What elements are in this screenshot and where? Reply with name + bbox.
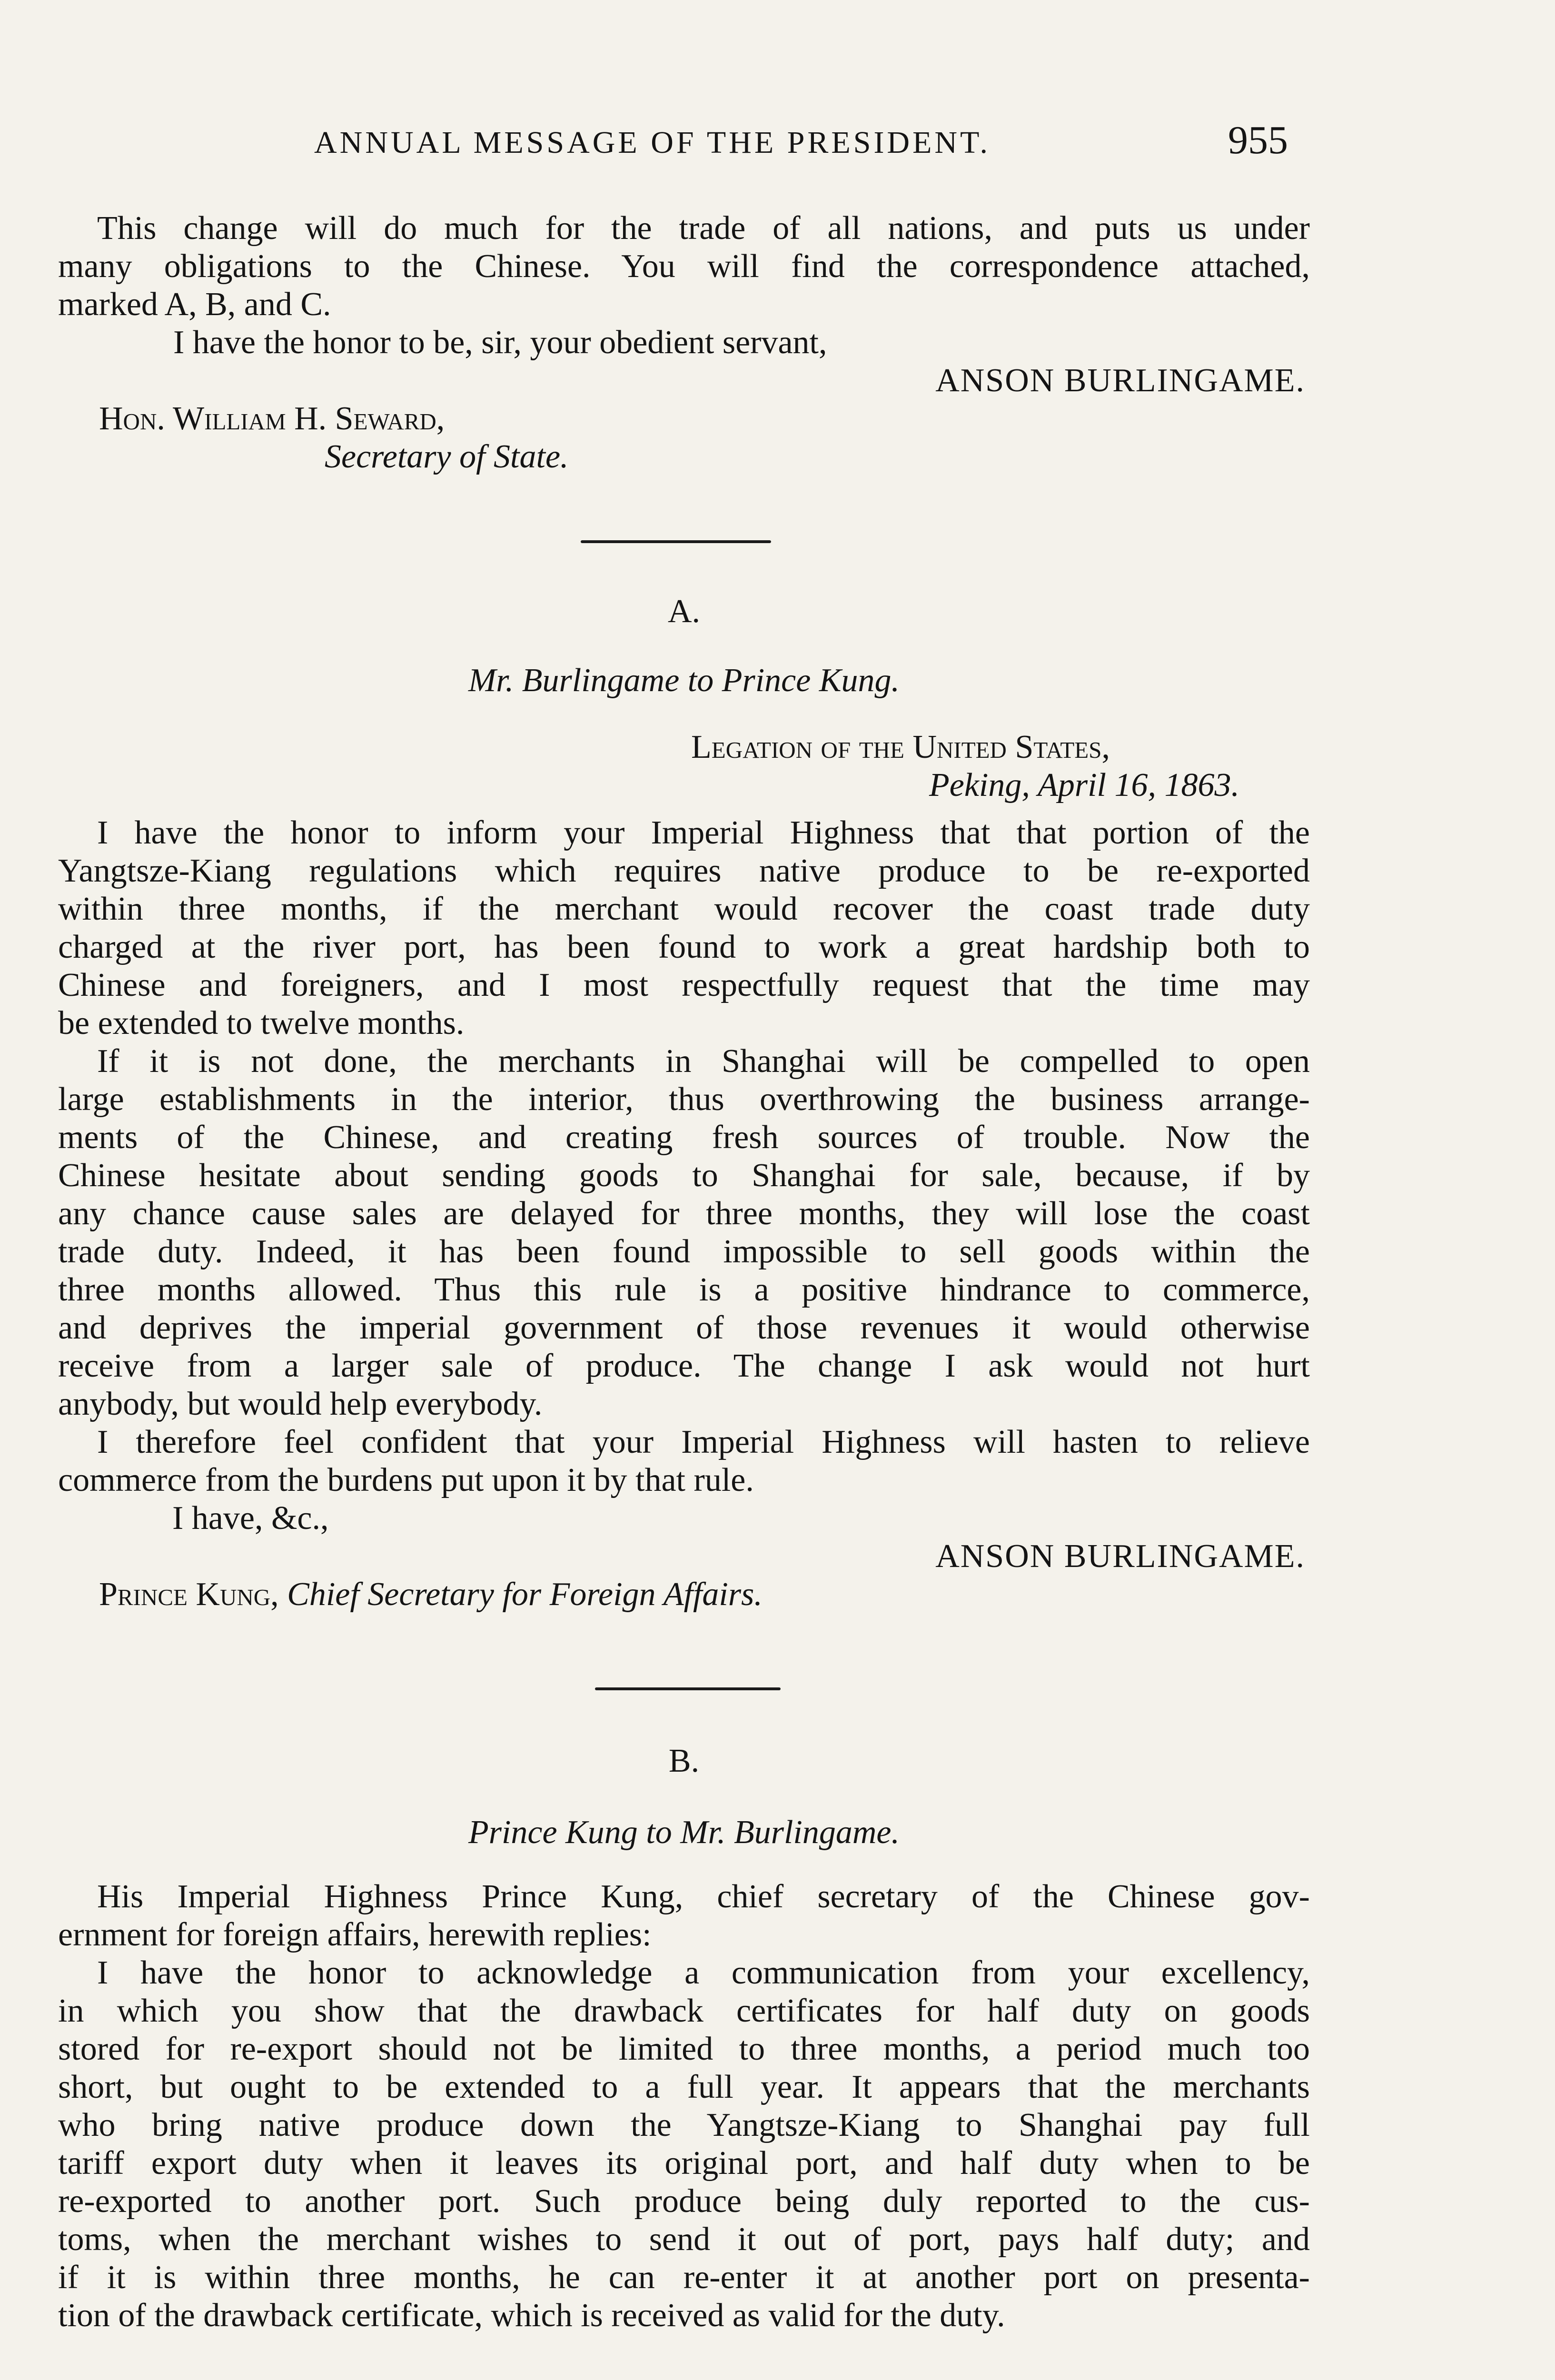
section-a-dateline — [58, 728, 1310, 804]
section-letter: B. — [668, 1743, 700, 1779]
text-line: I have the honor to acknowledge a communication from your excellency, — [97, 1954, 1310, 1991]
section-a-body — [58, 814, 1310, 1614]
running-title: ANNUAL MESSAGE OF THE PRESIDENT. — [314, 125, 990, 160]
addressee-name: Prince Kung, — [99, 1576, 279, 1613]
text-line: marked A, B, and C. — [58, 286, 331, 323]
section-divider — [595, 1687, 781, 1690]
addressee-title: Secretary of State. — [325, 438, 569, 475]
text-line: any chance cause sales are delayed for three months, they will lose the coast — [58, 1195, 1310, 1232]
text-line: within three months, if the merchant would recover the coast trade duty — [58, 891, 1310, 927]
section-b-body — [58, 1878, 1310, 2335]
text-line: Yangtsze-Kiang regulations which requires native produce to be re-exported — [58, 853, 1310, 889]
text-line: I therefore feel confident that your Imperial Highness will hasten to relieve — [97, 1424, 1310, 1460]
text-line: stored for re-export should not be limited to three months, a period much too — [58, 2031, 1310, 2067]
signature: ANSON BURLINGAME. — [935, 1538, 1305, 1575]
section-a-letter — [58, 593, 1310, 631]
text-line: receive from a larger sale of produce. The change I ask would not hurt — [58, 1348, 1310, 1384]
text-line: large establishments in the interior, thus overthrowing the business arrange- — [58, 1081, 1310, 1118]
section-b-letter — [58, 1742, 1310, 1780]
text-line: I have the honor to inform your Imperial Highness that that portion of the — [97, 814, 1310, 851]
text-line: who bring native produce down the Yangtsze-Kiang to Shanghai pay full — [58, 2107, 1310, 2143]
dateline-place: Legation of the United States, — [691, 729, 1110, 765]
intro-paragraph — [58, 209, 1310, 476]
section-divider — [581, 540, 771, 543]
letter-title: Mr. Burlingame to Prince Kung. — [468, 662, 900, 699]
text-line: many obligations to the Chinese. You will find the correspondence attached, — [58, 248, 1310, 285]
text-line: charged at the river port, has been found to work a great hardship both to — [58, 929, 1310, 965]
section-b-title — [58, 1814, 1310, 1852]
addressee-name: Hon. William H. Seward, — [99, 400, 445, 437]
text-line: anybody, but would help everybody. — [58, 1386, 543, 1422]
text-line: short, but ought to be extended to a full year. It appears that the merchants — [58, 2069, 1310, 2105]
page-number: 955 — [1228, 118, 1288, 162]
dateline-date: Peking, April 16, 1863. — [929, 767, 1239, 803]
text-line: toms, when the merchant wishes to send it out of port, pays half duty; and — [58, 2221, 1310, 2258]
text-line: If it is not done, the merchants in Shanghai will be compelled to open — [97, 1043, 1310, 1080]
closing-line: I have, &c., — [172, 1500, 329, 1537]
text-line: if it is within three months, he can re-enter it at another port on presenta- — [58, 2259, 1310, 2296]
text-line: ernment for foreign affairs, herewith replies: — [58, 1916, 652, 1953]
text-line: Chinese and foreigners, and I most respectfully request that the time may — [58, 967, 1310, 1003]
text-line: His Imperial Highness Prince Kung, chief secretary of the Chinese gov- — [97, 1878, 1310, 1915]
text-line: in which you show that the drawback certificates for half duty on goods — [58, 1993, 1310, 2029]
text-line: trade duty. Indeed, it has been found impossible to sell goods within the — [58, 1233, 1310, 1270]
text-line: This change will do much for the trade of all nations, and puts us under — [97, 210, 1310, 247]
text-line: and deprives the imperial government of those revenues it would otherwise — [58, 1309, 1310, 1346]
text-line: Chinese hesitate about sending goods to Shanghai for sale, because, if by — [58, 1157, 1310, 1194]
text-line: three months allowed. Thus this rule is a positive hindrance to commerce, — [58, 1271, 1310, 1308]
addressee-title: Chief Secretary for Foreign Affairs. — [287, 1576, 763, 1613]
section-letter: A. — [667, 593, 701, 630]
addressee-line — [58, 1576, 1310, 1614]
text-line: re-exported to another port. Such produce being duly reported to the cus- — [58, 2183, 1310, 2220]
text-line: tariff export duty when it leaves its original port, and half duty when to be — [58, 2145, 1310, 2182]
text-line: be extended to twelve months. — [58, 1005, 465, 1041]
closing-line: I have the honor to be, sir, your obedient servant, — [173, 324, 827, 361]
text-line: commerce from the burdens put upon it by that rule. — [58, 1462, 754, 1498]
signature: ANSON BURLINGAME. — [935, 362, 1305, 399]
section-a-title — [58, 662, 1310, 700]
text-line: ments of the Chinese, and creating fresh sources of trouble. Now the — [58, 1119, 1310, 1156]
letter-title: Prince Kung to Mr. Burlingame. — [468, 1814, 900, 1851]
text-line: tion of the drawback certificate, which is received as valid for the duty. — [58, 2297, 1005, 2334]
